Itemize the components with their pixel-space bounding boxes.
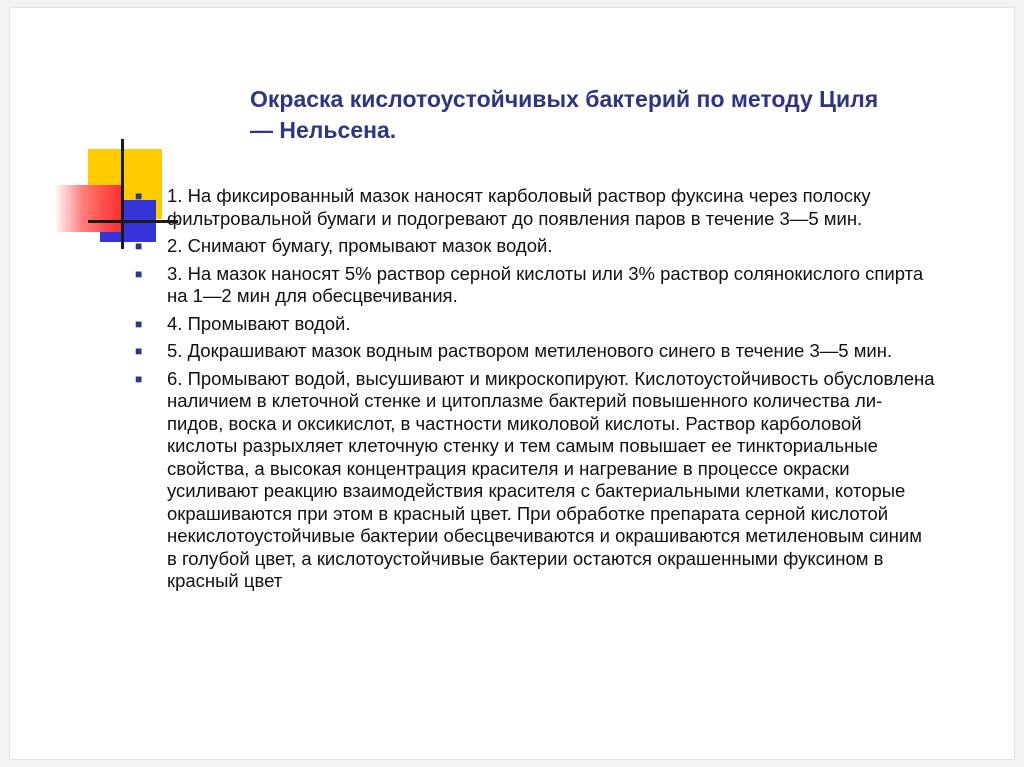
step-text: 3. На мазок наносят 5% раствор серной кислоты или 3% раствор солянокислого спирта на 1—2 мин для обесцвечивания. (167, 262, 924, 306)
step-text: 6. Промывают водой, высушивают и микроскопируют. Кислотоустойчивость обусловлена наличием в клеточной стенке и цитоплазме бактерий повышенного количества ли-пидов, воска и оксикислот, в частности миколовой кислоты. Раствор карболовой кислоты разрыхляет клеточную стенку и тем самым повышает ее тинкториальные свойства, а высокая концентрация красителя и нагревание в процессе окраски усиливают реакцию взаимодействия красителя с бактериальными клетками, которые окрашиваются при этом в красный цвет. При обработке препарата серной кислотой некислотоустойчивые бактерии обесцвечиваются и окрашиваются метиленовым синим в голубой цвет, а кислотоустойчивые бактерии остаются окрашенными фуксином в красный цвет (167, 367, 935, 591)
step-text: 1. На фиксированный мазок наносят карболовый раствор фуксина через полоску фильтровальной бумаги и подогревают до появления паров в течение 3—5 мин. (167, 185, 871, 229)
steps-list (135, 185, 935, 598)
slide (9, 7, 1015, 760)
step-item-2 (135, 235, 935, 258)
step-item-1 (135, 185, 935, 230)
step-item-5 (135, 340, 935, 363)
square-bullet-icon: ■ (135, 189, 143, 203)
square-bullet-icon: ■ (135, 266, 143, 281)
square-bullet-icon: ■ (135, 371, 143, 386)
square-bullet-icon: ■ (135, 239, 143, 253)
step-item-6 (135, 368, 935, 593)
step-item-3 (135, 263, 935, 308)
square-bullet-icon: ■ (135, 344, 143, 358)
decorative-vertical-line (121, 139, 124, 249)
step-text: 2. Снимают бумагу, промывают мазок водой. (167, 235, 553, 256)
step-text: 4. Промывают водой. (167, 312, 351, 334)
step-item-4 (135, 313, 935, 336)
slide-title: Окраска кислотоустойчивых бактерий по методу Циля— Нельсена. (250, 86, 879, 143)
square-bullet-icon: ■ (135, 316, 143, 331)
decorative-red-square (54, 185, 124, 232)
step-text: 5. Докрашивают мазок водным раствором метиленового синего в течение 3—5 мин. (167, 340, 893, 361)
